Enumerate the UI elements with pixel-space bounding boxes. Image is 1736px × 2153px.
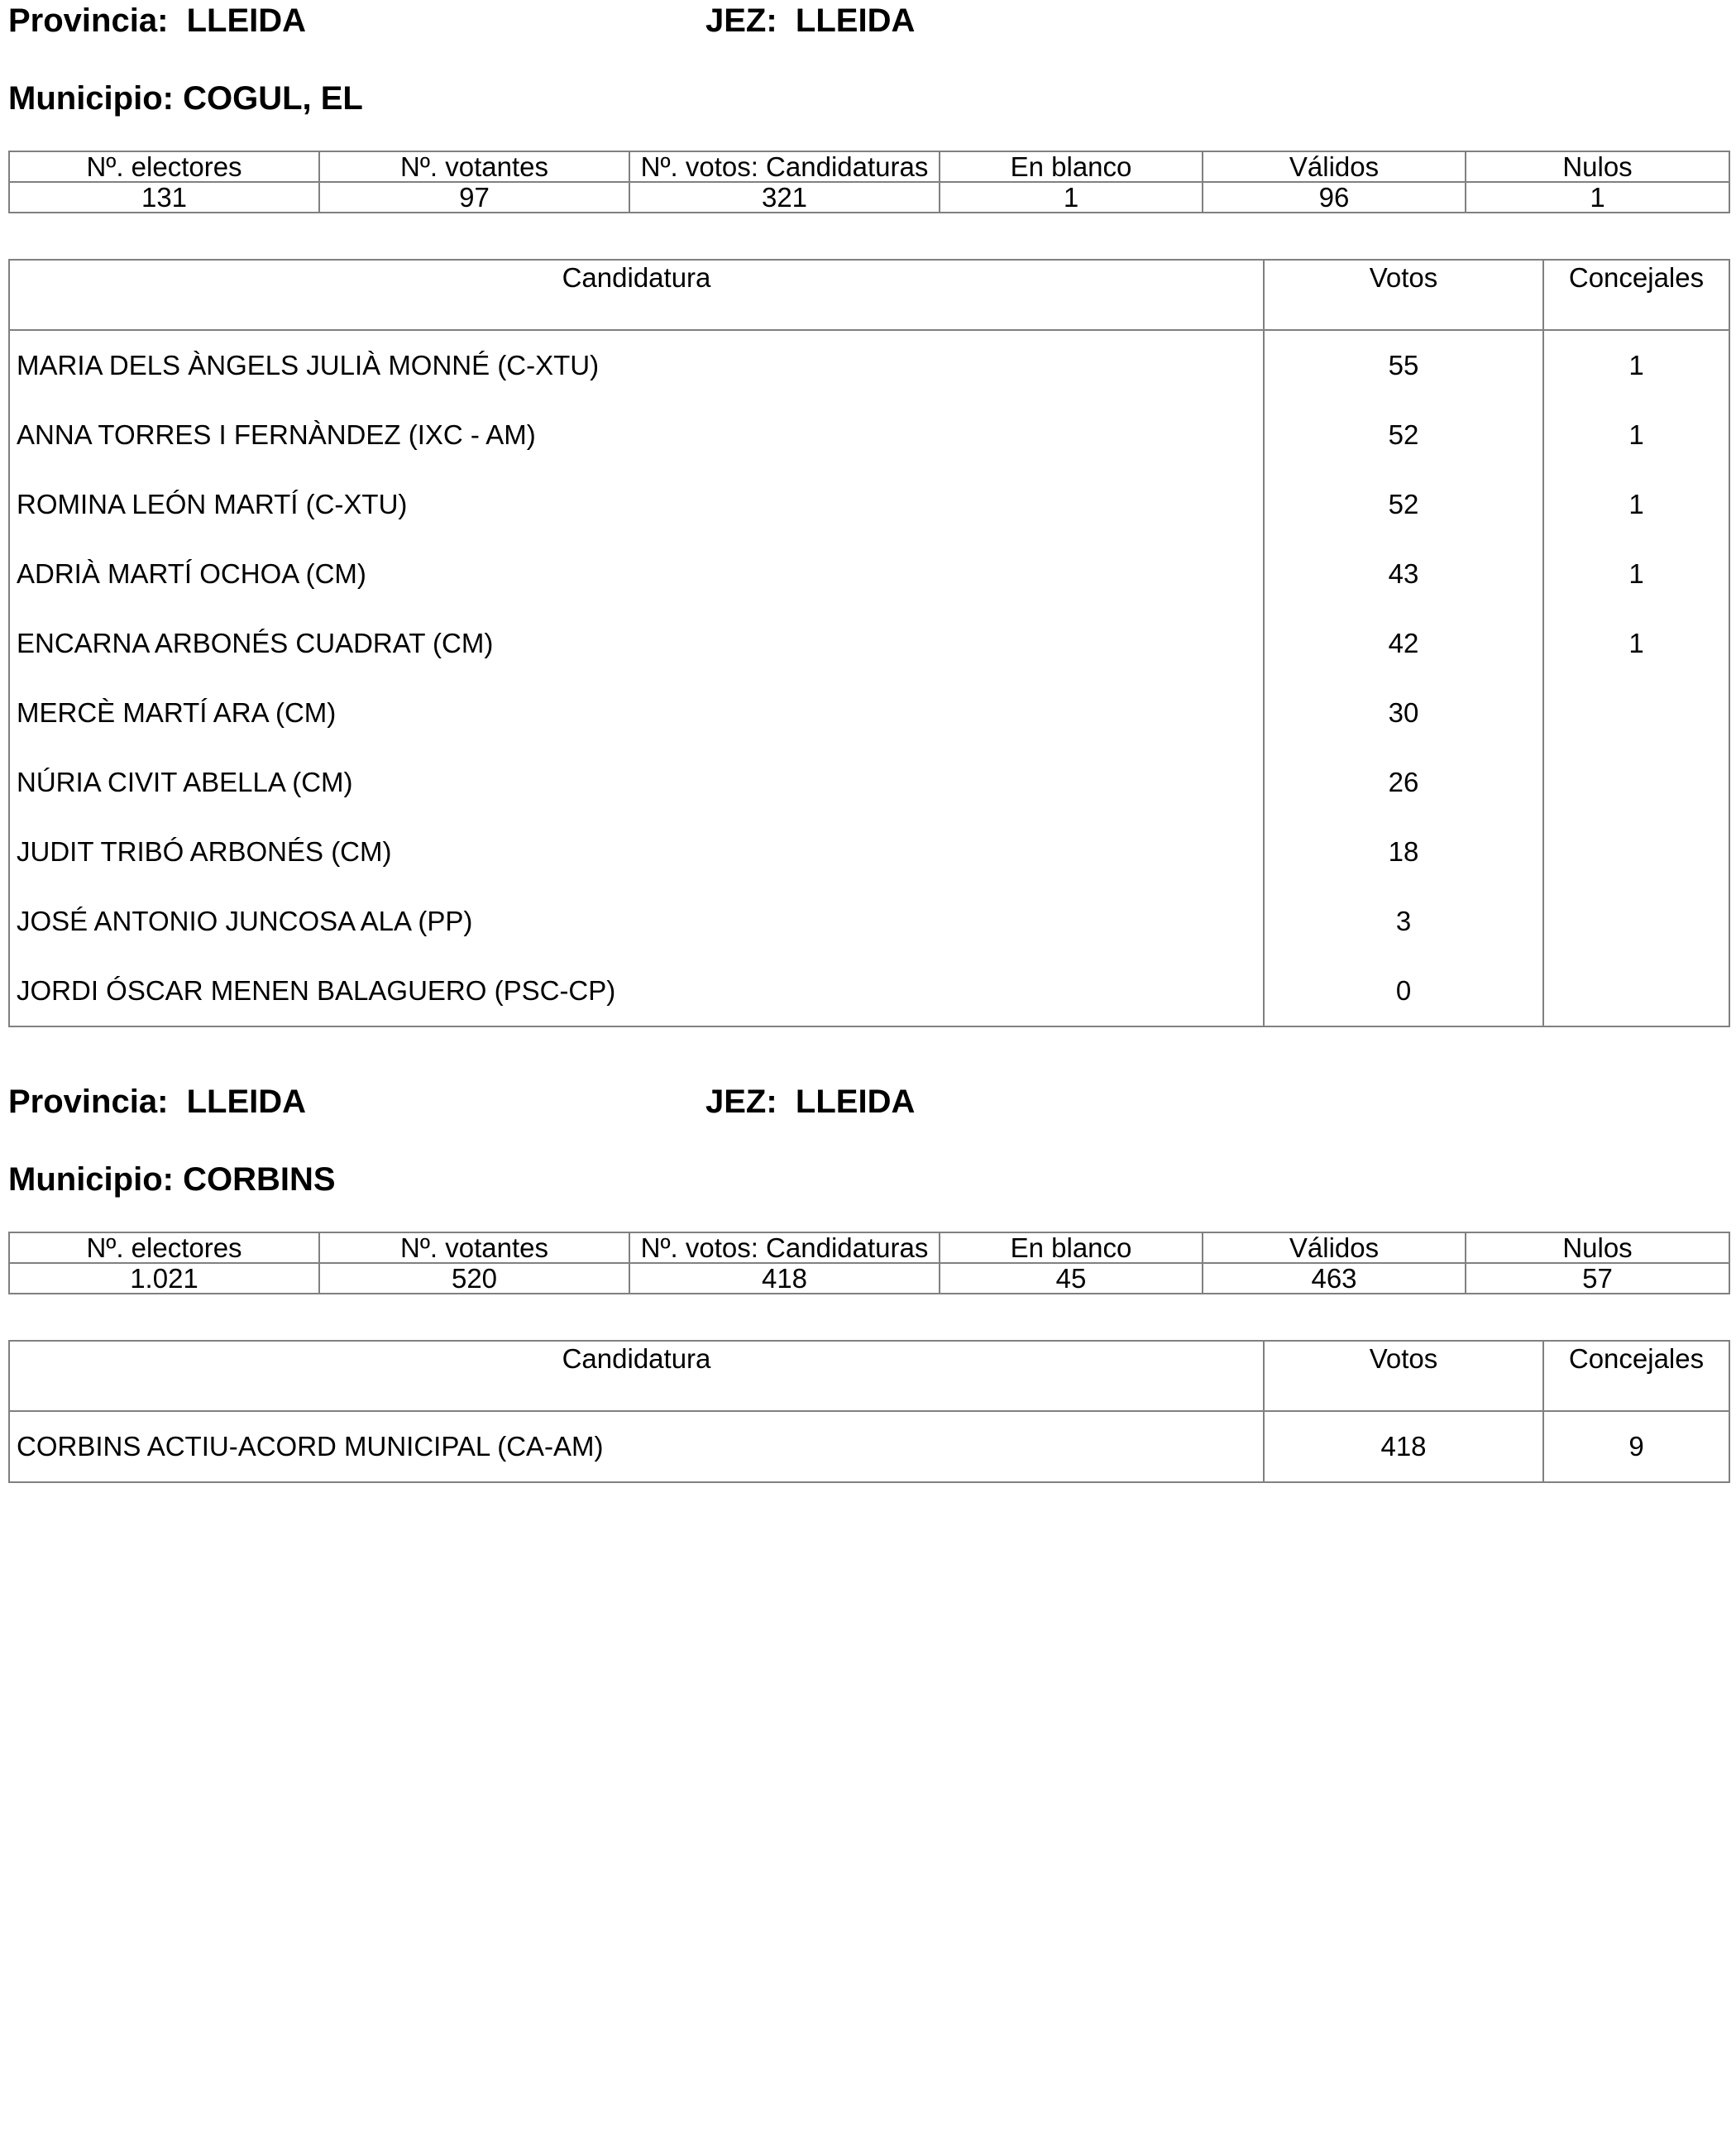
candidate-concejales: 1 [1543, 400, 1729, 470]
candidate-votos: 52 [1264, 470, 1543, 539]
candidate-concejales [1543, 817, 1729, 887]
candidates-table [8, 259, 1730, 1027]
candidate-row [9, 400, 1729, 470]
stat-header-nulos: Nulos [1466, 1232, 1729, 1263]
stat-header-votantes: Nº. votantes [319, 151, 629, 182]
candidate-concejales [1543, 887, 1729, 956]
header-votos: Votos [1264, 260, 1543, 330]
stat-header-en-blanco: En blanco [940, 1232, 1203, 1263]
candidate-row [9, 887, 1729, 956]
candidate-row [9, 330, 1729, 400]
candidate-name: MARIA DELS ÀNGELS JULIÀ MONNÉ (C-XTU) [9, 330, 1264, 400]
stat-value-nulos: 57 [1466, 1263, 1729, 1294]
header-candidatura: Candidatura [9, 260, 1264, 330]
provincia-heading: Provincia: LLEIDA [8, 1084, 307, 1120]
candidate-votos: 418 [1264, 1411, 1543, 1482]
stat-value-validos: 463 [1203, 1263, 1466, 1294]
candidate-votos: 52 [1264, 400, 1543, 470]
stat-header-validos: Válidos [1203, 151, 1466, 182]
candidate-concejales: 1 [1543, 609, 1729, 678]
stats-value-row [9, 182, 1729, 213]
candidate-name: JORDI ÓSCAR MENEN BALAGUERO (PSC-CP) [9, 956, 1264, 1026]
candidates-header-row [9, 1341, 1729, 1411]
stat-value-en-blanco: 45 [940, 1263, 1203, 1294]
stat-header-votos-candidaturas: Nº. votos: Candidaturas [629, 151, 940, 182]
stats-header-row [9, 1232, 1729, 1263]
candidate-votos: 43 [1264, 539, 1543, 609]
candidate-name: JOSÉ ANTONIO JUNCOSA ALA (PP) [9, 887, 1264, 956]
candidate-row [9, 817, 1729, 887]
candidate-row [9, 956, 1729, 1026]
candidate-votos: 3 [1264, 887, 1543, 956]
header-concejales: Concejales [1543, 1341, 1729, 1411]
candidate-concejales [1543, 748, 1729, 817]
header-concejales: Concejales [1543, 260, 1729, 330]
candidate-name: MERCÈ MARTÍ ARA (CM) [9, 678, 1264, 748]
candidates-table [8, 1340, 1730, 1483]
header-candidatura: Candidatura [9, 1341, 1264, 1411]
header-votos: Votos [1264, 1341, 1543, 1411]
municipio-heading: Municipio: CORBINS [8, 1161, 336, 1198]
candidate-row [9, 748, 1729, 817]
candidate-votos: 42 [1264, 609, 1543, 678]
candidate-name: ROMINA LEÓN MARTÍ (C-XTU) [9, 470, 1264, 539]
candidate-votos: 30 [1264, 678, 1543, 748]
candidate-row [9, 539, 1729, 609]
stat-header-electores: Nº. electores [9, 151, 319, 182]
stat-value-electores: 131 [9, 182, 319, 213]
candidate-row [9, 678, 1729, 748]
stat-header-electores: Nº. electores [9, 1232, 319, 1263]
provincia-heading: Provincia: LLEIDA [8, 2, 307, 39]
stat-header-nulos: Nulos [1466, 151, 1729, 182]
stat-value-validos: 96 [1203, 182, 1466, 213]
candidates-header-row [9, 260, 1729, 330]
candidate-concejales: 9 [1543, 1411, 1729, 1482]
candidate-votos: 0 [1264, 956, 1543, 1026]
candidate-concejales: 1 [1543, 539, 1729, 609]
candidate-row [9, 1411, 1729, 1482]
candidate-name: ENCARNA ARBONÉS CUADRAT (CM) [9, 609, 1264, 678]
stat-value-nulos: 1 [1466, 182, 1729, 213]
candidate-concejales [1543, 956, 1729, 1026]
stat-value-en-blanco: 1 [940, 182, 1203, 213]
candidate-name: ANNA TORRES I FERNÀNDEZ (IXC - AM) [9, 400, 1264, 470]
candidate-votos: 26 [1264, 748, 1543, 817]
candidate-name: NÚRIA CIVIT ABELLA (CM) [9, 748, 1264, 817]
stat-value-electores: 1.021 [9, 1263, 319, 1294]
candidate-name: JUDIT TRIBÓ ARBONÉS (CM) [9, 817, 1264, 887]
candidate-concejales: 1 [1543, 470, 1729, 539]
stat-value-votantes: 97 [319, 182, 629, 213]
stat-value-votos-candidaturas: 321 [629, 182, 940, 213]
stat-header-validos: Válidos [1203, 1232, 1466, 1263]
municipio-heading: Municipio: COGUL, EL [8, 80, 363, 117]
stats-header-row [9, 151, 1729, 182]
jez-heading: JEZ: LLEIDA [705, 1084, 916, 1120]
stat-header-votantes: Nº. votantes [319, 1232, 629, 1263]
stat-value-votos-candidaturas: 418 [629, 1263, 940, 1294]
candidate-row [9, 470, 1729, 539]
candidate-concejales [1543, 678, 1729, 748]
candidate-name: ADRIÀ MARTÍ OCHOA (CM) [9, 539, 1264, 609]
stats-table [8, 151, 1730, 213]
candidate-concejales: 1 [1543, 330, 1729, 400]
stat-header-votos-candidaturas: Nº. votos: Candidaturas [629, 1232, 940, 1263]
candidate-votos: 55 [1264, 330, 1543, 400]
stats-value-row [9, 1263, 1729, 1294]
candidate-name: CORBINS ACTIU-ACORD MUNICIPAL (CA-AM) [9, 1411, 1264, 1482]
candidate-row [9, 609, 1729, 678]
candidate-votos: 18 [1264, 817, 1543, 887]
stat-value-votantes: 520 [319, 1263, 629, 1294]
stats-table [8, 1232, 1730, 1294]
stat-header-en-blanco: En blanco [940, 151, 1203, 182]
jez-heading: JEZ: LLEIDA [705, 2, 916, 39]
